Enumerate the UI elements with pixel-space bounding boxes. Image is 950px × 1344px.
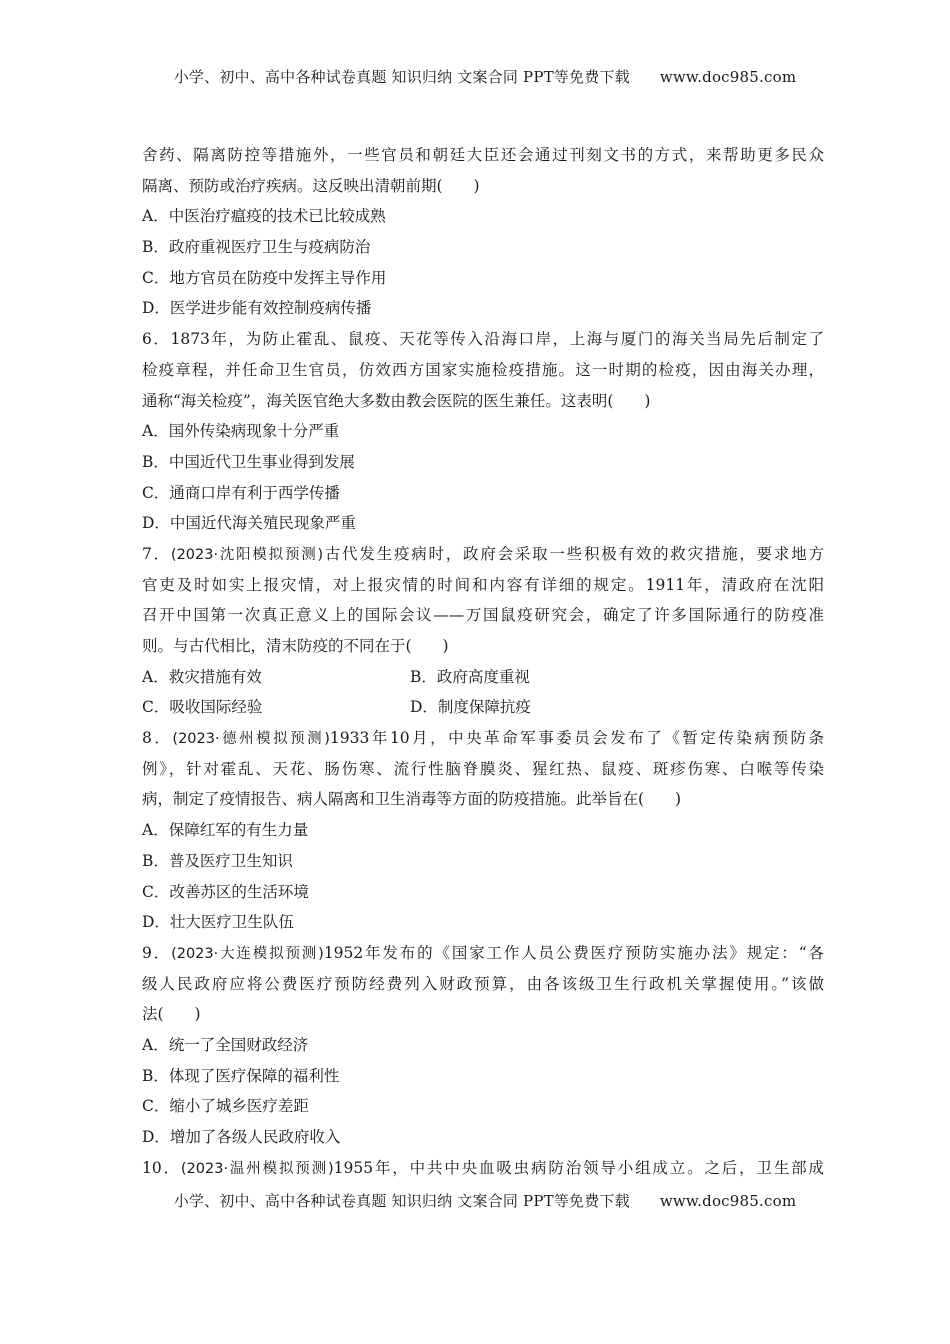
q7-first-text: 古代发生疫病时，政府会采取一些积极有效的救灾措施，要求地方 (323, 544, 824, 563)
q9-option-c: C．缩小了城乡医疗差距 (142, 1097, 309, 1116)
q6-line-3: 通称“海关检疫”，海关医官绝大多数由教会医院的医生兼任。这表明( ) (142, 391, 651, 410)
q9-line-3: 法( ) (142, 1005, 201, 1024)
q7-number: 7． (142, 544, 171, 563)
q8-line-2: 例》，针对霍乱、天花、肠伤寒、流行性脑脊膜炎、猩红热、鼠疫、斑疹伤寒、白喉等传染 (142, 759, 824, 778)
q7-option-d: D．制度保障抗疫 (410, 698, 531, 717)
q5-option-b: B．政府重视医疗卫生与疫病防治 (142, 238, 371, 257)
q5-option-a: A．中医治疗瘟疫的技术已比较成熟 (142, 207, 386, 226)
q5-line-1: 舍药、隔离防控等措施外，一些官员和朝廷大臣还会通过刊刻文书的方式，来帮助更多民众 (142, 146, 824, 164)
q7-options-row-1 (142, 662, 824, 693)
q5-line-2: 隔离、预防或治疗疾病。这反映出清朝前期( ) (142, 176, 480, 195)
q8-option-c: C．改善苏区的生活环境 (142, 882, 309, 901)
q9-option-d: D．增加了各级人民政府收入 (142, 1128, 341, 1146)
q8-number: 8． (142, 729, 173, 748)
q7-line-1 (142, 539, 824, 570)
q9-number: 9． (142, 943, 172, 962)
q8-first-text: 1933年10月，中央革命军事委员会发布了《暂定传染病预防条 (329, 729, 824, 748)
q8-option-b: B．普及医疗卫生知识 (142, 851, 293, 870)
q7-line-2: 官吏及时如实上报灾情，对上报灾情的时间和内容有详细的规定。1911年，清政府在沈阳 (142, 575, 824, 594)
q7-line-4: 则。与古代相比，清末防疫的不同在于( ) (142, 637, 449, 655)
q8-line-1 (142, 723, 824, 754)
q9-first-text: 1952年发布的《国家工作人员公费医疗预防实施办法》规定：“各 (323, 943, 824, 962)
q10-line-1 (142, 1153, 824, 1184)
footer-site[interactable]: www.doc985.com (659, 1192, 797, 1210)
q9-option-a: A．统一了全国财政经济 (142, 1035, 309, 1054)
q9-line-1 (142, 938, 824, 969)
page-header (0, 66, 950, 87)
q6-option-d: D．中国近代海关殖民现象严重 (142, 514, 356, 533)
header-site[interactable]: www.doc985.com (659, 68, 797, 86)
q8-option-a: A．保障红军的有生力量 (142, 821, 309, 840)
q10-number: 10． (142, 1158, 181, 1177)
q8-source: (2023·德州模拟预测) (172, 731, 330, 748)
q7-source: (2023·沈阳模拟预测) (170, 546, 324, 563)
footer-text: 小学、初中、高中各种试卷真题 知识归纳 文案合同 PPT等免费下载 (173, 1192, 630, 1210)
question-content (142, 140, 824, 1183)
q5-option-d: D．医学进步能有效控制疫病传播 (142, 299, 372, 318)
q6-option-b: B．中国近代卫生事业得到发展 (142, 452, 355, 471)
page-footer (0, 1190, 950, 1211)
q9-source: (2023·大连模拟预测) (171, 945, 324, 962)
q9-line-2: 级人民政府应将公费医疗预防经费列入财政预算，由各该级卫生行政机关掌握使用。”该做 (142, 974, 824, 993)
header-text: 小学、初中、高中各种试卷真题 知识归纳 文案合同 PPT等免费下载 (173, 68, 630, 86)
q10-source: (2023·温州模拟预测) (180, 1160, 334, 1177)
q6-option-c: C．通商口岸有利于西学传播 (142, 483, 340, 502)
q8-option-d: D．壮大医疗卫生队伍 (142, 913, 294, 932)
q8-line-3: 病，制定了疫情报告、病人隔离和卫生消毒等方面的防疫措施。此举旨在( ) (142, 790, 682, 809)
q7-options-row-2 (142, 692, 824, 723)
q6-line-1: 6．1873年，为防止霍乱、鼠疫、天花等传入沿海口岸，上海与厦门的海关当局先后制定了 (142, 330, 824, 349)
q9-option-b: B．体现了医疗保障的福利性 (142, 1066, 340, 1085)
q7-option-c: C．吸收国际经验 (142, 698, 263, 717)
q5-option-c: C．地方官员在防疫中发挥主导作用 (142, 268, 387, 287)
q7-line-3: 召开中国第一次真正意义上的国际会议——万国鼠疫研究会，确定了许多国际通行的防疫准 (142, 606, 824, 625)
q7-option-a: A．救灾措施有效 (142, 667, 262, 686)
q6-line-2: 检疫章程，并任命卫生官员，仿效西方国家实施检疫措施。这一时期的检疫，因由海关办理， (142, 360, 824, 379)
q7-option-b: B．政府高度重视 (410, 667, 530, 686)
q10-first-text: 1955年，中共中央血吸虫病防治领导小组成立。之后，卫生部成 (333, 1158, 824, 1177)
q6-option-a: A．国外传染病现象十分严重 (142, 422, 340, 441)
